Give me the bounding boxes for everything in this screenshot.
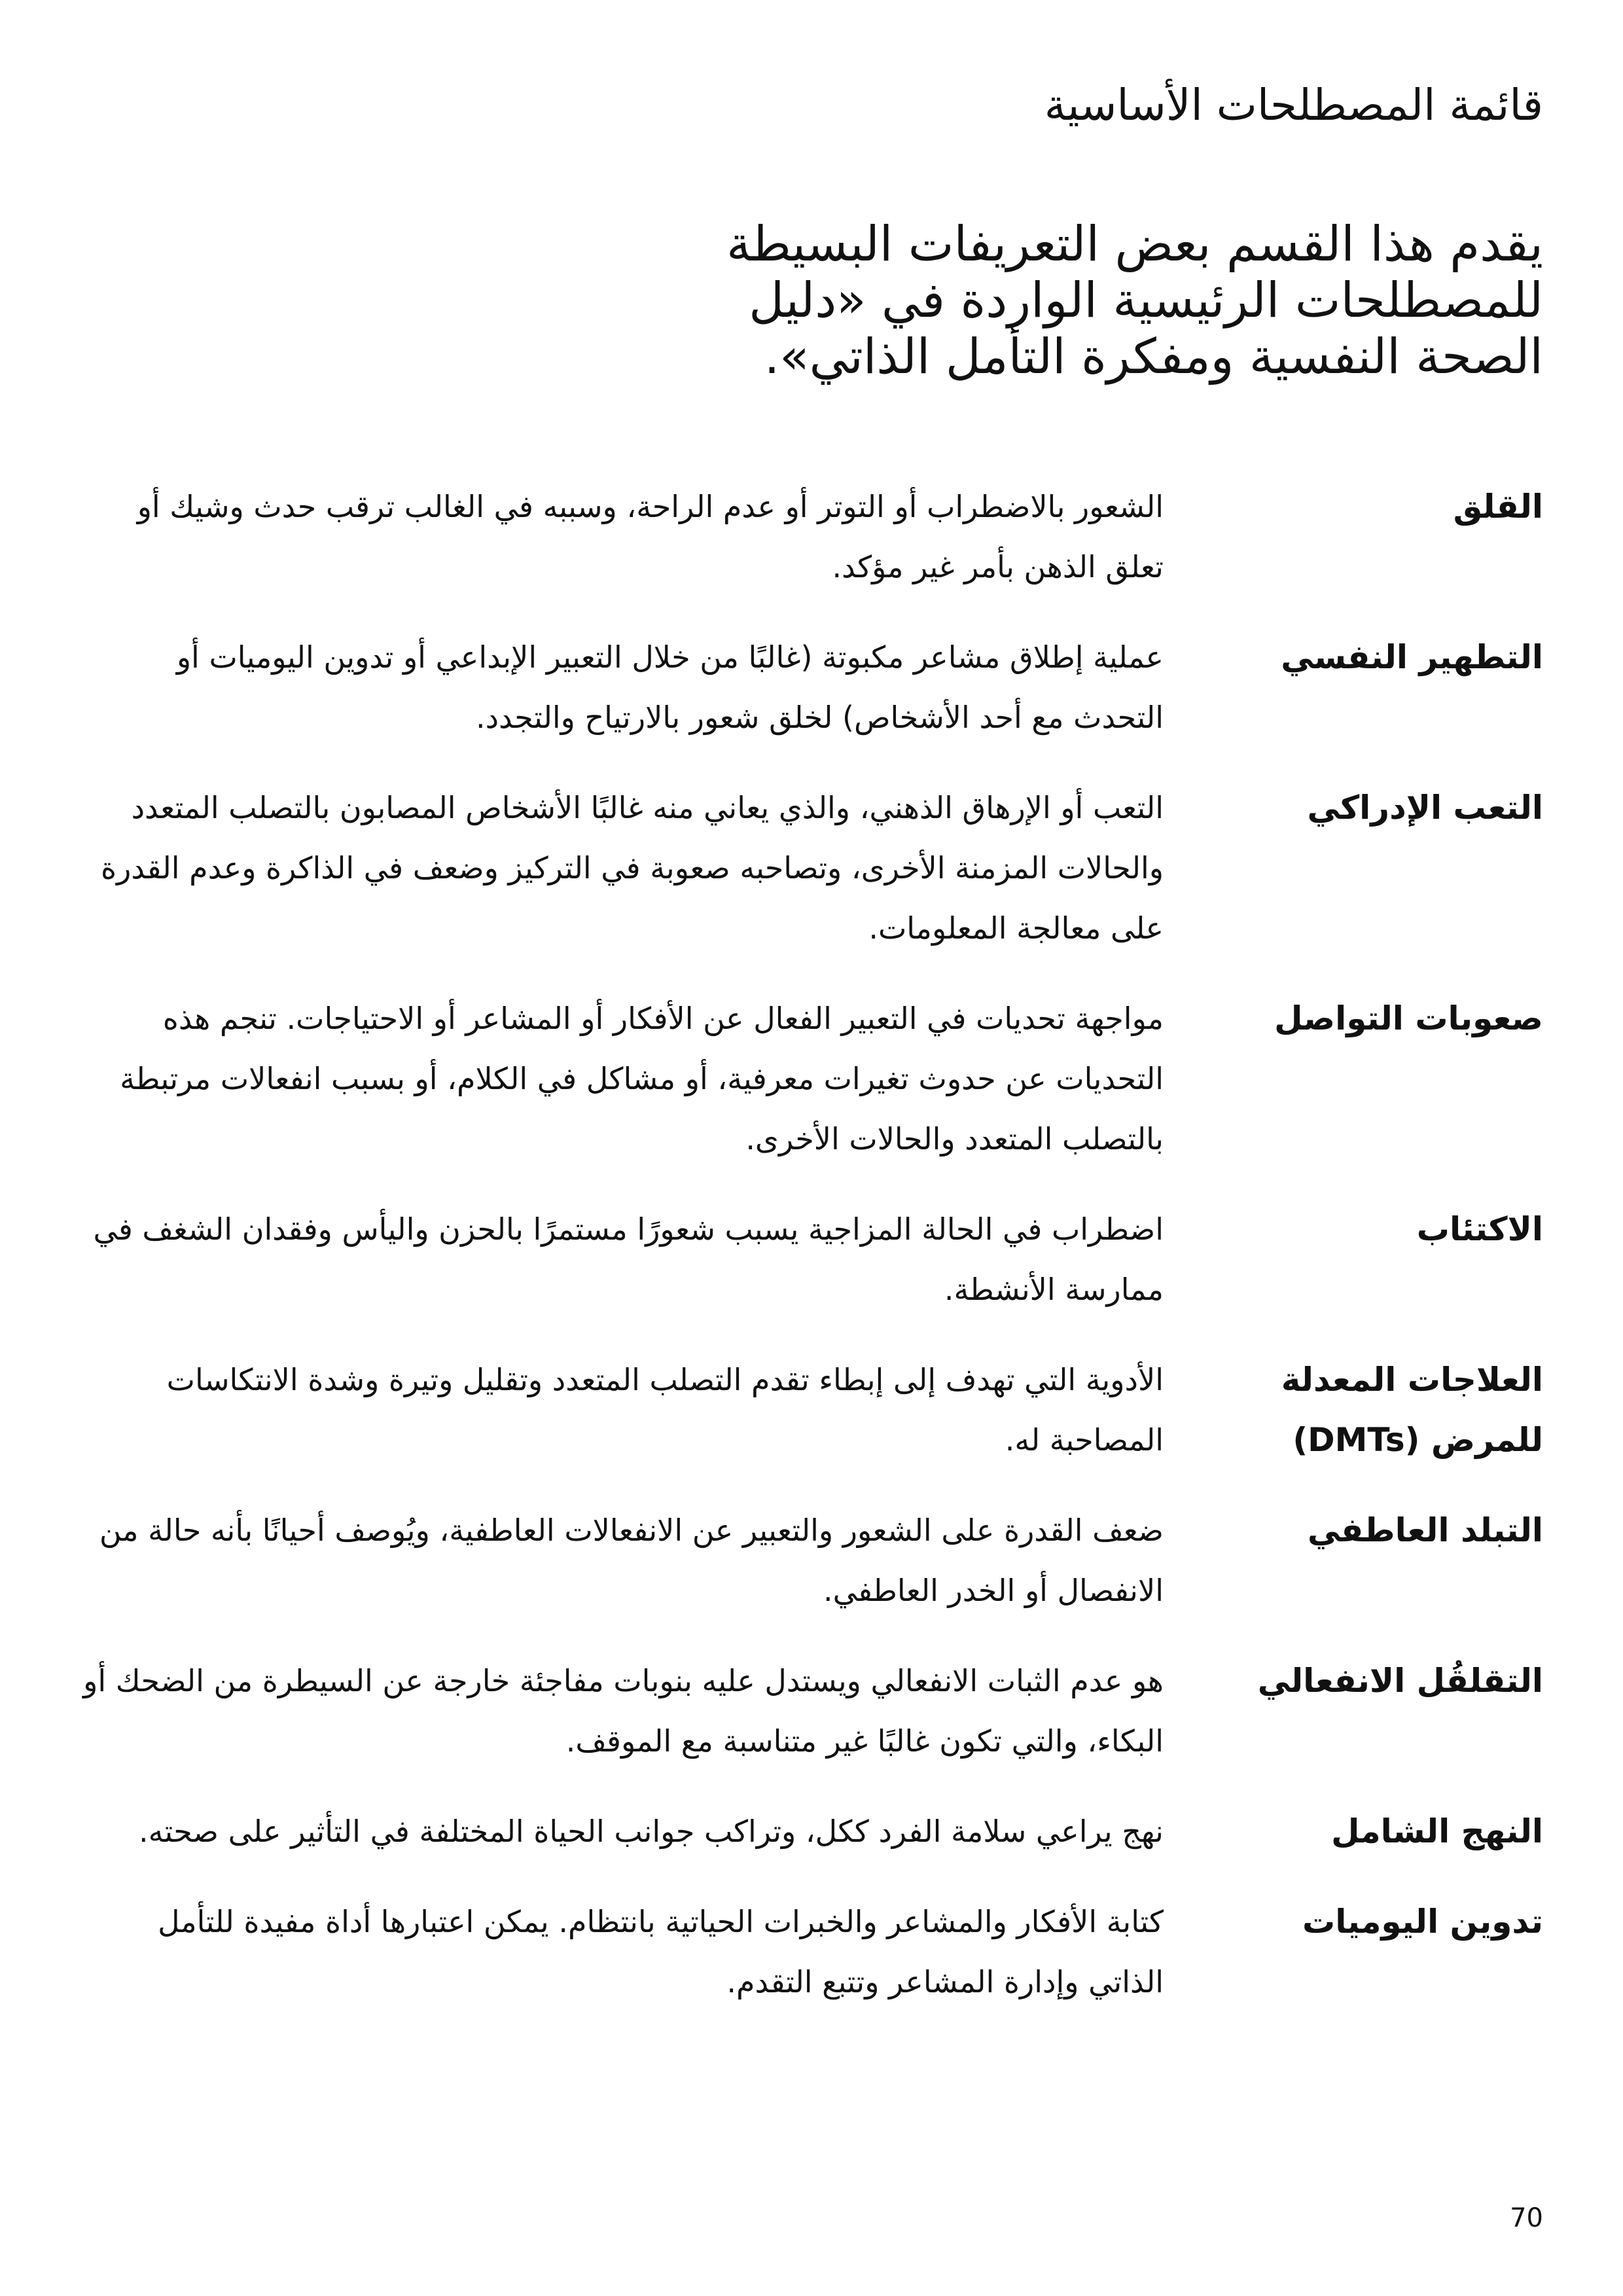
glossary-entry-emotional-blunting	[77, 1500, 1543, 1621]
glossary-definition: الأدوية التي تهدف إلى إبطاء تقدم التصلب المتعدد وتقليل وتيرة وشدة الانتكاسات المصاحبة له.	[166, 1362, 1164, 1458]
glossary-term: صعوبات التواصل	[1274, 999, 1543, 1037]
glossary-definition: عملية إطلاق مشاعر مكبوتة (غالبًا من خلال التعبير الإبداعي أو تدوين اليوميات أو التحدث مع أحد الأشخاص) لخلق شعور بالارتياح والتجدد.	[176, 639, 1164, 735]
glossary-entry-emotional-lability	[77, 1651, 1543, 1771]
glossary-definition: التعب أو الإرهاق الذهني، والذي يعاني منه غالبًا الأشخاص المصابون بالتصلب المتعدد والحالات المزمنة الأخرى، وتصاحبه صعوبة في التركيز وضعف في الذاكرة وعدم القدرة على معالجة المعلومات.	[101, 790, 1164, 946]
glossary-term: التبلد العاطفي	[1307, 1511, 1543, 1549]
glossary-term: الاكتئاب	[1416, 1210, 1543, 1248]
glossary-term: التعب الإدراكي	[1307, 789, 1543, 827]
glossary-definition: الشعور بالاضطراب أو التوتر أو عدم الراحة، وسببه في الغالب ترقب حدث وشيك أو تعلق الذهن بأمر غير مؤكد.	[137, 489, 1164, 584]
glossary-term: القلق	[1453, 488, 1543, 526]
glossary-entry-depression	[77, 1199, 1543, 1319]
page-title: قائمة المصطلحات الأساسية	[1044, 80, 1543, 130]
glossary-term: النهج الشامل	[1331, 1812, 1543, 1850]
intro-paragraph: يقدم هذا القسم بعض التعريفات البسيطة للمصطلحات الرئيسية الواردة في «دليل الصحة النفسية ومفكرة التأمل الذاتي».	[726, 216, 1543, 385]
glossary-term: تدوين اليوميات	[1302, 1903, 1543, 1941]
glossary-definition: هو عدم الثبات الانفعالي ويستدل عليه بنوبات مفاجئة خارجة عن السيطرة من الضحك أو البكاء، والتي تكون غالبًا غير متناسبة مع الموقف.	[83, 1663, 1164, 1759]
glossary-entry-communication-difficulties	[77, 988, 1543, 1169]
glossary-list	[77, 476, 1543, 2042]
glossary-term: التطهير النفسي	[1281, 638, 1543, 676]
glossary-entry-catharsis	[77, 627, 1543, 747]
glossary-definition: ضعف القدرة على الشعور والتعبير عن الانفعالات العاطفية، ويُوصف أحيانًا بأنه حالة من الانفصال أو الخدر العاطفي.	[99, 1513, 1164, 1608]
glossary-term: العلاجات المعدلة للمرض (DMTs)	[1281, 1361, 1543, 1459]
glossary-definition: اضطراب في الحالة المزاجية يسبب شعورًا مستمرًا بالحزن واليأس وفقدان الشغف في ممارسة الأنشطة.	[93, 1211, 1164, 1307]
page-number: 70	[1510, 2203, 1543, 2233]
glossary-definition: كتابة الأفكار والمشاعر والخبرات الحياتية بانتظام. يمكن اعتبارها أداة مفيدة للتأمل الذاتي وإدارة المشاعر وتتبع التقدم.	[158, 1904, 1164, 2000]
glossary-entry-holistic-approach	[77, 1801, 1543, 1861]
glossary-entry-dmts	[77, 1350, 1543, 1470]
glossary-term: التقلقُل الانفعالي	[1257, 1662, 1543, 1700]
glossary-definition: نهج يراعي سلامة الفرد ككل، وتراكب جوانب الحياة المختلفة في التأثير على صحته.	[139, 1814, 1164, 1849]
glossary-entry-journaling	[77, 1892, 1543, 2012]
glossary-definition: مواجهة تحديات في التعبير الفعال عن الأفكار أو المشاعر أو الاحتياجات. تنجم هذه التحديات عن حدوث تغيرات معرفية، أو مشاكل في الكلام، أو بسبب انفعالات مرتبطة بالتصلب المتعدد والحالات الأخرى.	[120, 1001, 1164, 1157]
glossary-entry-anxiety	[77, 476, 1543, 597]
glossary-entry-cognitive-fatigue	[77, 778, 1543, 958]
